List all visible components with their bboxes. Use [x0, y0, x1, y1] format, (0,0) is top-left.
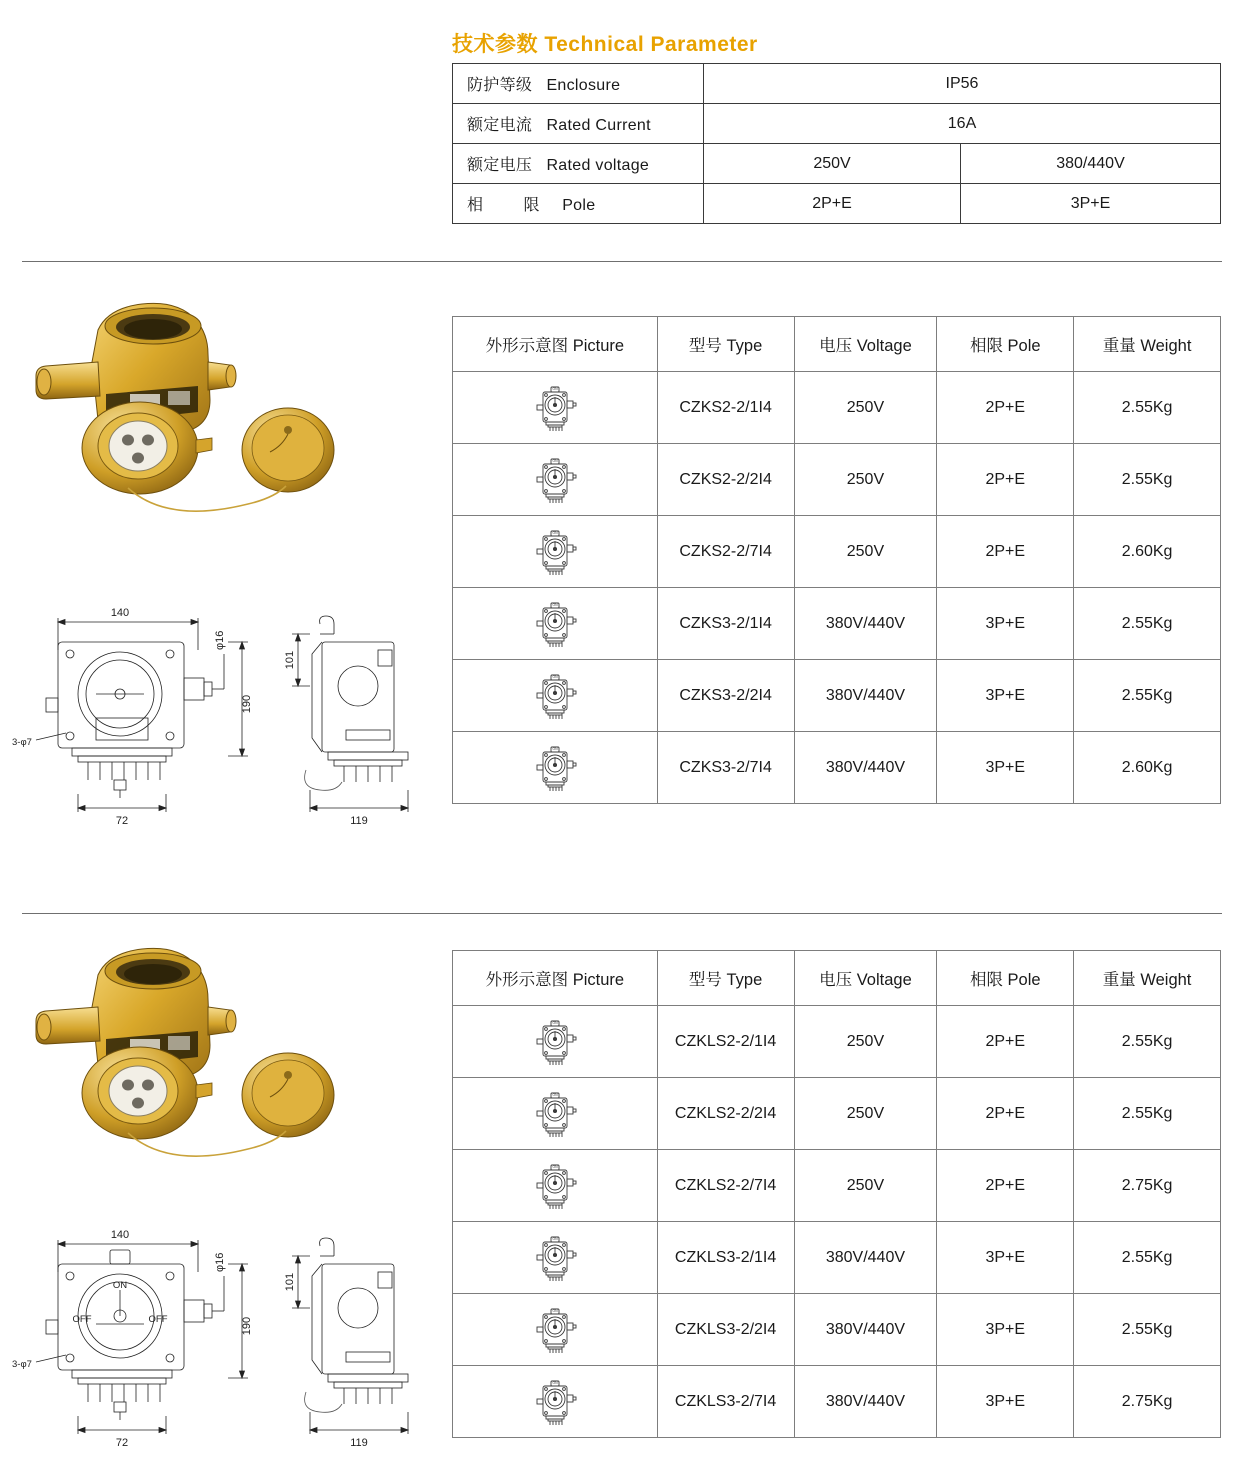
cell-type: CZKS3-2/1I4 — [657, 588, 794, 660]
cell-picture — [453, 1150, 658, 1222]
heading-en: Technical Parameter — [544, 33, 758, 56]
table-row — [453, 1366, 1221, 1438]
svg-text:ON: ON — [552, 1020, 558, 1025]
column-header-picture: 外形示意图 Picture — [453, 317, 658, 372]
param-label-en: Rated Current — [546, 117, 651, 134]
technical-drawing-czkls — [10, 1212, 420, 1457]
svg-text:ON: ON — [552, 746, 558, 751]
table-row — [453, 64, 1221, 104]
cell-type: CZKLS2-2/2I4 — [657, 1078, 794, 1150]
cell-pole: 2P+E — [937, 1150, 1074, 1222]
dim-thread-phi16: φ16 — [214, 1252, 226, 1272]
cell-weight: 2.55Kg — [1074, 372, 1221, 444]
cell-picture — [453, 732, 658, 804]
cell-weight: 2.55Kg — [1074, 588, 1221, 660]
svg-text:ON: ON — [552, 674, 558, 679]
param-label-en: Rated voltage — [546, 157, 650, 174]
param-label-enclosure — [453, 64, 704, 104]
cell-type: CZKS2-2/7I4 — [657, 516, 794, 588]
cell-weight: 2.60Kg — [1074, 516, 1221, 588]
cell-weight: 2.55Kg — [1074, 1222, 1221, 1294]
cell-type: CZKS3-2/2I4 — [657, 660, 794, 732]
technical-parameter-heading — [452, 28, 758, 58]
param-value-pole-3pe: 3P+E — [961, 184, 1221, 224]
cell-picture — [453, 660, 658, 732]
switch-label-off-left: OFF — [72, 1314, 92, 1325]
svg-text:ON: ON — [552, 1164, 558, 1169]
cell-voltage: 250V — [794, 516, 937, 588]
column-header-picture: 外形示意图 Picture — [453, 951, 658, 1006]
cell-pole: 3P+E — [937, 732, 1074, 804]
drawing-svg — [10, 1212, 420, 1457]
product-pictogram-icon — [526, 1087, 584, 1141]
product-pictogram-icon — [526, 1303, 584, 1357]
table-row — [453, 184, 1221, 224]
product-pictogram-icon — [526, 669, 584, 723]
column-header-voltage: 电压 Voltage — [794, 317, 937, 372]
cell-type: CZKLS3-2/7I4 — [657, 1366, 794, 1438]
cell-weight: 2.55Kg — [1074, 1294, 1221, 1366]
param-value-pole-2pe: 2P+E — [704, 184, 961, 224]
cell-pole: 3P+E — [937, 1222, 1074, 1294]
table-row — [453, 1078, 1221, 1150]
product-pictogram-icon — [526, 1015, 584, 1069]
switch-label-off-right: OFF — [148, 1314, 168, 1325]
param-label-rated-current — [453, 104, 704, 144]
dim-base-width-72: 72 — [115, 815, 129, 827]
table-row — [453, 104, 1221, 144]
cell-weight: 2.55Kg — [1074, 1078, 1221, 1150]
cell-voltage: 250V — [794, 372, 937, 444]
dim-side-height-101: 101 — [284, 1272, 296, 1292]
product-pictogram-icon — [526, 1231, 584, 1285]
product-pictogram-icon — [526, 741, 584, 795]
cell-picture — [453, 1006, 658, 1078]
product-photo-czks — [20, 290, 350, 540]
cell-picture — [453, 1366, 658, 1438]
cell-weight: 2.55Kg — [1074, 444, 1221, 516]
product-photo-czkls — [20, 935, 350, 1185]
svg-text:ON: ON — [552, 386, 558, 391]
table-row — [453, 660, 1221, 732]
cell-voltage: 380V/440V — [794, 1294, 937, 1366]
table-row — [453, 1006, 1221, 1078]
param-value-voltage-380: 380/440V — [961, 144, 1221, 184]
cell-weight: 2.55Kg — [1074, 1006, 1221, 1078]
svg-text:ON: ON — [552, 458, 558, 463]
table-header-row — [453, 951, 1221, 1006]
cell-pole: 2P+E — [937, 516, 1074, 588]
table-row — [453, 516, 1221, 588]
table-row — [453, 1222, 1221, 1294]
svg-text:ON: ON — [552, 1092, 558, 1097]
product-table-czks — [452, 316, 1221, 804]
product-photo-svg — [20, 935, 350, 1185]
cell-type: CZKS2-2/1I4 — [657, 372, 794, 444]
svg-text:ON: ON — [552, 1308, 558, 1313]
cell-type: CZKLS2-2/1I4 — [657, 1006, 794, 1078]
column-header-weight: 重量 Weight — [1074, 317, 1221, 372]
table-row — [453, 144, 1221, 184]
cell-picture — [453, 444, 658, 516]
cell-type: CZKLS3-2/1I4 — [657, 1222, 794, 1294]
param-label-pole — [453, 184, 704, 224]
product-pictogram-icon — [526, 525, 584, 579]
table-row — [453, 444, 1221, 516]
param-value-voltage-250: 250V — [704, 144, 961, 184]
param-label-en: Enclosure — [546, 77, 621, 94]
dim-side-width-119: 119 — [350, 815, 368, 827]
cell-voltage: 380V/440V — [794, 588, 937, 660]
cell-pole: 2P+E — [937, 1006, 1074, 1078]
table-row — [453, 1294, 1221, 1366]
param-label-cn: 防护等级 — [467, 77, 533, 94]
dim-width-140: 140 — [110, 607, 130, 619]
product-pictogram-icon — [526, 453, 584, 507]
param-label-cn: 额定电流 — [467, 117, 533, 134]
param-label-cn: 相 限 — [467, 197, 558, 214]
cell-type: CZKLS3-2/2I4 — [657, 1294, 794, 1366]
table-row — [453, 588, 1221, 660]
cell-picture — [453, 1294, 658, 1366]
cell-pole: 3P+E — [937, 588, 1074, 660]
cell-voltage: 380V/440V — [794, 732, 937, 804]
cell-type: CZKLS2-2/7I4 — [657, 1150, 794, 1222]
cell-picture — [453, 1078, 658, 1150]
column-header-weight: 重量 Weight — [1074, 951, 1221, 1006]
table-row — [453, 732, 1221, 804]
dim-hole-3phi7: 3-φ7 — [12, 1359, 32, 1370]
cell-weight: 2.75Kg — [1074, 1366, 1221, 1438]
cell-voltage: 250V — [794, 1078, 937, 1150]
param-value-enclosure: IP56 — [704, 64, 1221, 104]
column-header-type: 型号 Type — [657, 317, 794, 372]
column-header-type: 型号 Type — [657, 951, 794, 1006]
cell-type: CZKS3-2/7I4 — [657, 732, 794, 804]
cell-voltage: 380V/440V — [794, 1222, 937, 1294]
dim-side-width-119: 119 — [350, 1437, 368, 1449]
product-pictogram-icon — [526, 1375, 584, 1429]
table-header-row — [453, 317, 1221, 372]
cell-pole: 2P+E — [937, 372, 1074, 444]
dim-hole-3phi7: 3-φ7 — [12, 737, 32, 748]
heading-cn: 技术参数 — [452, 33, 538, 56]
technical-parameter-table — [452, 63, 1221, 224]
cell-pole: 2P+E — [937, 444, 1074, 516]
cell-pole: 3P+E — [937, 1366, 1074, 1438]
drawing-svg — [10, 590, 420, 835]
table-row — [453, 1150, 1221, 1222]
cell-picture — [453, 588, 658, 660]
dim-height-190: 190 — [241, 1316, 253, 1336]
cell-voltage: 250V — [794, 1006, 937, 1078]
dim-width-140: 140 — [110, 1229, 130, 1241]
cell-pole: 3P+E — [937, 1294, 1074, 1366]
section-divider-2 — [22, 913, 1222, 914]
svg-text:ON: ON — [552, 1236, 558, 1241]
section-divider-1 — [22, 261, 1222, 262]
cell-voltage: 250V — [794, 444, 937, 516]
cell-picture — [453, 1222, 658, 1294]
param-value-rated-current: 16A — [704, 104, 1221, 144]
dim-thread-phi16: φ16 — [214, 630, 226, 650]
cell-voltage: 380V/440V — [794, 660, 937, 732]
dim-side-height-101: 101 — [284, 650, 296, 670]
product-pictogram-icon — [526, 597, 584, 651]
product-pictogram-icon — [526, 1159, 584, 1213]
param-label-cn: 额定电压 — [467, 157, 533, 174]
cell-type: CZKS2-2/2I4 — [657, 444, 794, 516]
product-pictogram-icon — [526, 381, 584, 435]
param-label-en: Pole — [562, 197, 596, 214]
column-header-voltage: 电压 Voltage — [794, 951, 937, 1006]
table-row — [453, 372, 1221, 444]
cell-picture — [453, 516, 658, 588]
svg-text:ON: ON — [552, 602, 558, 607]
switch-label-on: ON — [112, 1280, 128, 1291]
dim-base-width-72: 72 — [115, 1437, 129, 1449]
cell-voltage: 250V — [794, 1150, 937, 1222]
cell-pole: 2P+E — [937, 1078, 1074, 1150]
cell-picture — [453, 372, 658, 444]
product-table-czkls — [452, 950, 1221, 1438]
cell-weight: 2.75Kg — [1074, 1150, 1221, 1222]
column-header-pole: 相限 Pole — [937, 951, 1074, 1006]
cell-weight: 2.60Kg — [1074, 732, 1221, 804]
dim-height-190: 190 — [241, 694, 253, 714]
product-photo-svg — [20, 290, 350, 540]
cell-weight: 2.55Kg — [1074, 660, 1221, 732]
column-header-pole: 相限 Pole — [937, 317, 1074, 372]
svg-text:ON: ON — [552, 530, 558, 535]
cell-voltage: 380V/440V — [794, 1366, 937, 1438]
cell-pole: 3P+E — [937, 660, 1074, 732]
svg-text:ON: ON — [552, 1380, 558, 1385]
technical-drawing-czks — [10, 590, 420, 835]
param-label-rated-voltage — [453, 144, 704, 184]
